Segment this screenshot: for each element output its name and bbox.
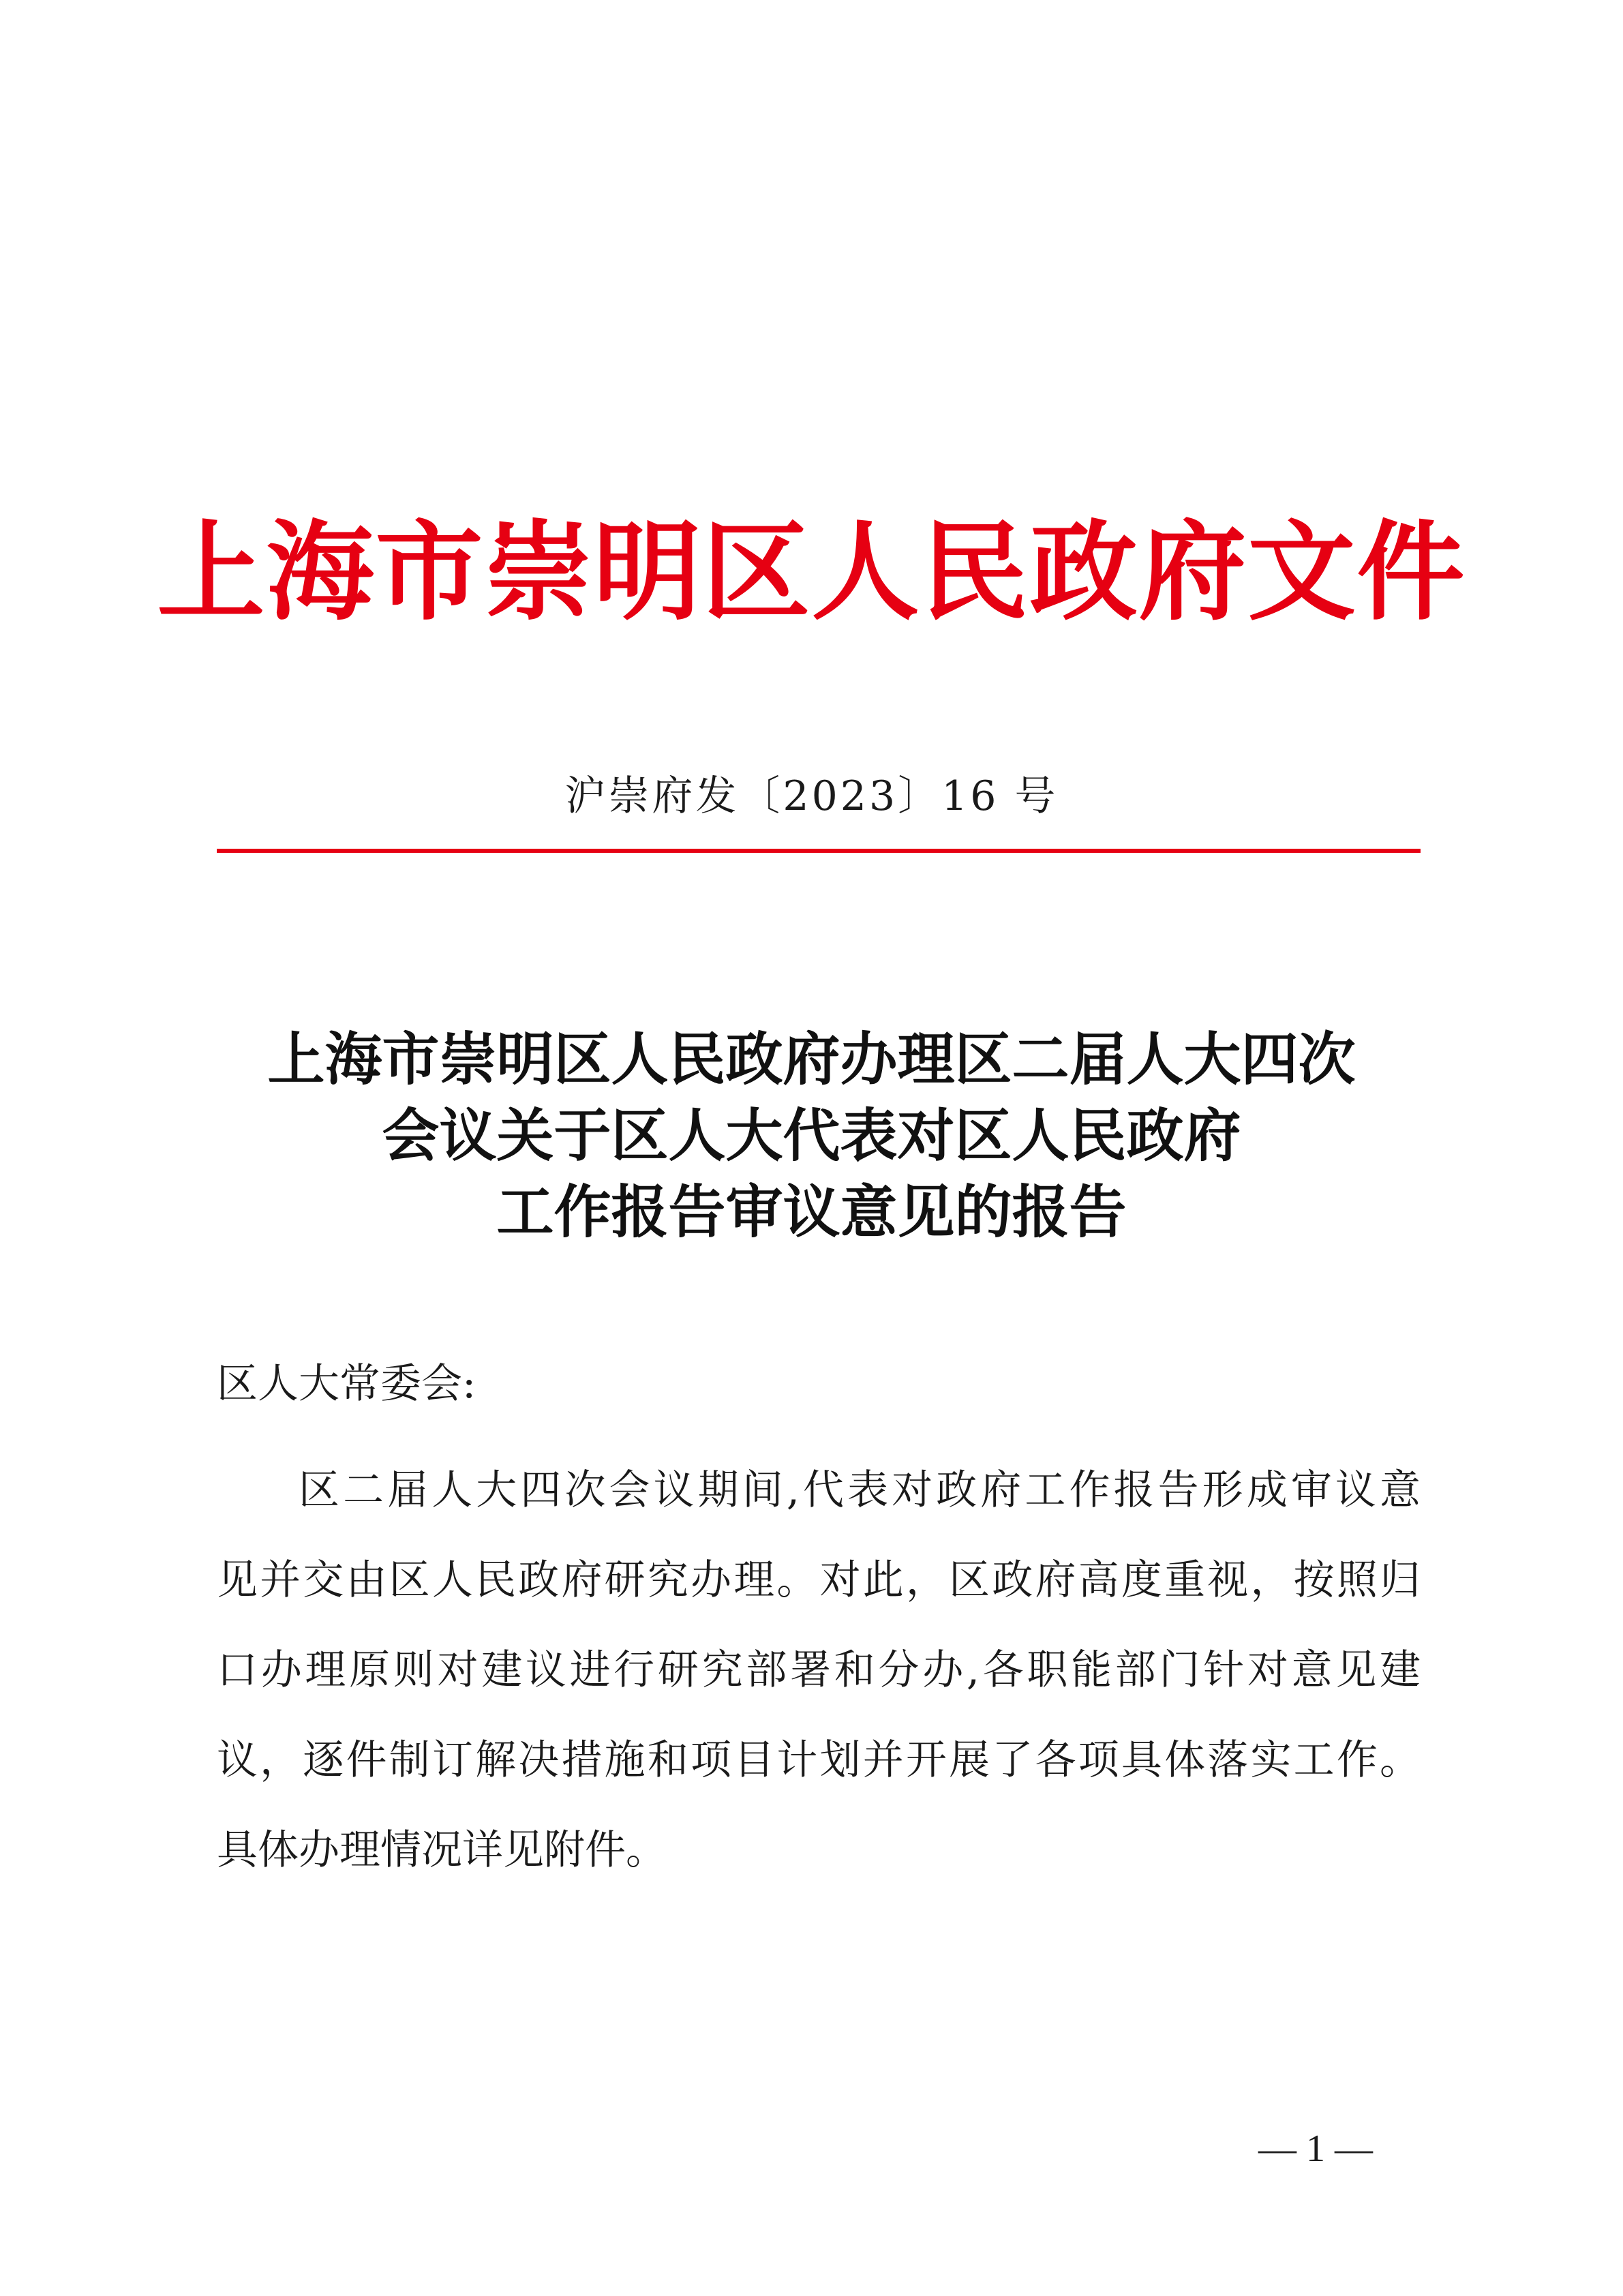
document-title — [0, 1021, 1623, 1250]
document-masthead: 上海市崇明区人民政府文件 — [157, 509, 1466, 635]
title-line-3: 工作报告审议意见的报告 — [496, 1178, 1127, 1245]
title-line-2: 会议关于区人大代表对区人民政府 — [382, 1102, 1241, 1169]
body-line-5: 具体办理情况详见附件。 — [217, 1826, 667, 1874]
title-line-1: 上海市崇明区人民政府办理区二届人大四次 — [267, 1025, 1356, 1093]
body-line-2: 见并交由区人民政府研究办理。对此，区政府高度重视，按照归 — [217, 1556, 1421, 1604]
body-line-3: 口办理原则对建议进行研究部署和分办,各职能部门针对意见建 — [217, 1646, 1421, 1694]
body-paragraph — [217, 1445, 1421, 1895]
page-number: — 1 — — [1258, 2128, 1373, 2170]
red-divider-rule — [217, 849, 1421, 853]
body-line-4: 议，逐件制订解决措施和项目计划并开展了各项具体落实工作。 — [217, 1736, 1421, 1784]
body-line-1: 区二届人大四次会议期间,代表对政府工作报告形成审议意 — [299, 1466, 1421, 1514]
document-number: 沪崇府发〔2023〕16 号 — [564, 772, 1059, 820]
salutation: 区人大常委会: — [217, 1360, 476, 1408]
